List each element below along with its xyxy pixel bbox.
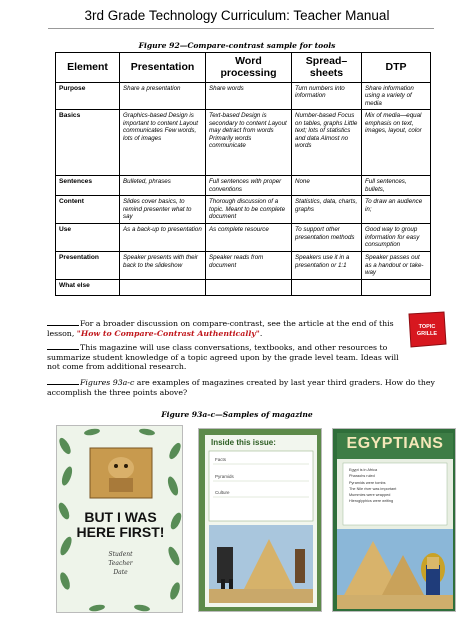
figure-92-caption: Figure 92—Compare-contrast sample for tools (138, 41, 336, 50)
list-item: Hieroglyphics were writing (349, 499, 394, 504)
column-header: Word processing (206, 53, 292, 83)
table-cell: To draw an audience in; (362, 196, 431, 224)
badge-line2: GRILLE (416, 331, 438, 337)
magazine-c-list (349, 467, 445, 505)
table-cell: Speakers use it in a presentation or 1:1 (292, 252, 362, 280)
column-header: Presentation (120, 53, 206, 83)
table-cell: As a back-up to presentation (120, 224, 206, 252)
table-cell: Speaker presents with their back to the slideshow (120, 252, 206, 280)
table-cell: Share a presentation (120, 83, 206, 110)
badge-line1: TOPIC (418, 324, 436, 330)
table-cell: Good way to group information for easy consumption (362, 224, 431, 252)
table-cell: Turn numbers into information (292, 83, 362, 110)
article-link[interactable]: "How to Compare-Contrast Authentically" (76, 328, 260, 338)
list-item: Pyramids were tombs (349, 480, 386, 485)
paragraph-compare-contrast: For a broader discussion on compare-contrast, see the article at the end of this lesson, "How to Compare-Contrast Authentically". (47, 319, 394, 338)
magazine-b-item: Culture (215, 490, 230, 495)
row-label: Sentences (56, 176, 120, 196)
magazine-c-art (333, 429, 456, 612)
list-item: Pharaohs ruled (349, 474, 375, 479)
magazine-a-credits: Student Teacher Date (108, 551, 133, 576)
row-label: Purpose (56, 83, 120, 110)
magazine-sample-b (198, 428, 322, 612)
table-cell: Statistics, data, charts, graphs (292, 196, 362, 224)
table-row (56, 196, 431, 224)
checkbox-blank (47, 342, 79, 350)
list-item: Egypt is in Africa (349, 468, 378, 472)
column-header: DTP (362, 53, 431, 83)
document-header: 3rd Grade Technology Curriculum: Teacher Manual (84, 8, 390, 23)
magazine-sample-a (56, 425, 183, 613)
table-cell (292, 280, 362, 296)
table-header-row (56, 53, 431, 83)
table-cell: Share information using a variety of media (362, 83, 431, 110)
table-cell: Mix of media—equal emphasis on text, images, layout, color (362, 110, 431, 176)
list-item: The Nile river was important (349, 486, 397, 491)
table-row (56, 280, 431, 296)
table-cell: Slides cover basics, to remind presenter what to say (120, 196, 206, 224)
table-cell: Full sentences with proper conventions (206, 176, 292, 196)
table-row (56, 224, 431, 252)
row-label: Basics (56, 110, 120, 176)
table-cell: Full sentences, bullets, (362, 176, 431, 196)
row-label: What else (56, 280, 120, 296)
table-row (56, 83, 431, 110)
row-label: Content (56, 196, 120, 224)
magazine-b-item: Facts (215, 457, 227, 462)
table-cell: Number-based Focus on tables, graphs Little text; lots of statistics and data Almost no words (292, 110, 362, 176)
table-cell: Share words (206, 83, 292, 110)
topic-grille-badge-icon (406, 311, 448, 349)
paragraph-magazine: This magazine will use class conversations, textbooks, and other resources to summarize student knowledge of a topic agreed upon by the grade level team. Ideas will not come from additional research. (47, 343, 399, 372)
table-cell: Thorough discussion of a topic. Meant to be complete document (206, 196, 292, 224)
column-header: Spread–sheets (292, 53, 362, 83)
table-cell: Speaker passes out as a handout or take-way (362, 252, 431, 280)
table-cell: As complete resource (206, 224, 292, 252)
magazine-b-heading: Inside this issue: (211, 438, 276, 447)
compare-contrast-table (55, 52, 431, 296)
magazine-sample-c (332, 428, 456, 612)
table-cell (362, 280, 431, 296)
table-row (56, 252, 431, 280)
table-cell (120, 280, 206, 296)
list-item: Mummies were wrapped (349, 493, 391, 497)
paragraph-figures: Figures 93a-c are examples of magazines created by last year third graders. How do they accomplish the three points above? (47, 378, 435, 397)
header-divider (48, 28, 434, 29)
checkbox-blank (47, 377, 79, 385)
table-row (56, 110, 431, 176)
column-header: Element (56, 53, 120, 83)
table-cell: Text-based Design is secondary to content Layout may detract from words Primarily words communicate (206, 110, 292, 176)
table-row (56, 176, 431, 196)
table-cell: Bulleted, phrases (120, 176, 206, 196)
table-cell: To support other presentation methods (292, 224, 362, 252)
table-cell: Graphics-based Design is important to content Layout communicates Few words, lots of images (120, 110, 206, 176)
magazine-c-title: EGYPTIANS (346, 435, 444, 452)
table-cell: None (292, 176, 362, 196)
row-label: Use (56, 224, 120, 252)
figure-93-caption: Figure 93a-c—Samples of magazine (161, 410, 313, 419)
magazine-b-item: Pyramids (215, 474, 234, 479)
magazine-a-title: BUT I WAS HERE FIRST! (76, 509, 165, 540)
checkbox-blank (47, 318, 79, 326)
table-cell (206, 280, 292, 296)
row-label: Presentation (56, 252, 120, 280)
table-cell: Speaker reads from document (206, 252, 292, 280)
